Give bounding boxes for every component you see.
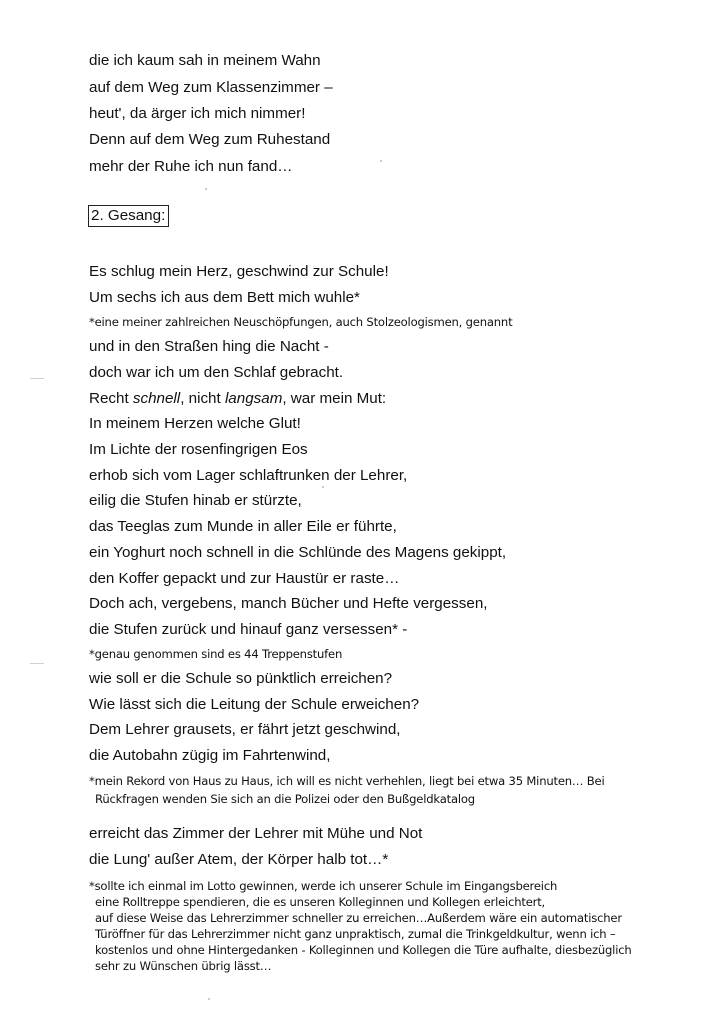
footnote: kostenlos und ohne Hintergedanken - Kolleginnen und Kollegen die Türe aufhalte, diesbezüglich: [95, 943, 632, 957]
scan-mark: [30, 378, 44, 379]
verse-line: mehr der Ruhe ich nun fand…: [89, 158, 293, 175]
scan-dot: [208, 998, 210, 1000]
verse-line: und in den Straßen hing die Nacht -: [89, 338, 329, 355]
verse-line: die Lung' außer Atem, der Körper halb tot…*: [89, 851, 389, 868]
footnote: Rückfragen wenden Sie sich an die Polizei oder den Bußgeldkatalog: [95, 792, 475, 806]
verse-line: Wie lässt sich die Leitung der Schule erweichen?: [89, 696, 420, 713]
section-heading: 2. Gesang:: [88, 205, 169, 227]
verse-line: doch war ich um den Schlaf gebracht.: [89, 364, 344, 381]
verse-line: erreicht das Zimmer der Lehrer mit Mühe und Not: [89, 825, 423, 842]
verse-line: die Stufen zurück und hinauf ganz versessen* -: [89, 621, 408, 638]
verse-text: , war mein Mut:: [282, 390, 387, 407]
emphasis-text: langsam: [224, 390, 283, 407]
verse-line: den Koffer gepackt und zur Haustür er raste…: [89, 570, 400, 587]
verse-line: In meinem Herzen welche Glut!: [89, 415, 301, 432]
footnote: auf diese Weise das Lehrerzimmer schneller zu erreichen…Außerdem wäre ein automatischer: [95, 911, 622, 925]
scan-mark: [30, 663, 44, 664]
footnote: Türöffner für das Lehrerzimmer nicht ganz unpraktisch, zumal die Trinkgeldkultur, wenn ich –: [95, 927, 616, 941]
verse-line: Doch ach, vergebens, manch Bücher und Hefte vergessen,: [89, 595, 488, 612]
verse-line: das Teeglas zum Munde in aller Eile er führte,: [89, 518, 397, 535]
verse-line: heut', da ärger ich mich nimmer!: [89, 105, 306, 122]
verse-line: die Autobahn zügig im Fahrtenwind,: [89, 747, 331, 764]
scan-dot: [205, 188, 207, 190]
verse-line: Es schlug mein Herz, geschwind zur Schule!: [89, 263, 389, 280]
verse-line: erhob sich vom Lager schlaftrunken der Lehrer,: [89, 467, 408, 484]
footnote: *genau genommen sind es 44 Treppenstufen: [89, 647, 343, 661]
verse-line: Denn auf dem Weg zum Ruhestand: [89, 131, 331, 148]
footnote: eine Rolltreppe spendieren, die es unseren Kolleginnen und Kollegen erleichtert,: [95, 895, 546, 909]
scan-dot: [380, 160, 382, 162]
footnote: sehr zu Wünschen übrig lässt…: [95, 959, 272, 973]
verse-line: auf dem Weg zum Klassenzimmer –: [89, 79, 333, 96]
verse-line: wie soll er die Schule so pünktlich erreichen?: [89, 670, 393, 687]
emphasis-text: schnell: [132, 390, 181, 407]
verse-text: , nicht: [180, 390, 225, 407]
verse-line: Um sechs ich aus dem Bett mich wuhle*: [89, 289, 360, 306]
verse-line: ein Yoghurt noch schnell in die Schlünde des Magens gekippt,: [89, 544, 507, 561]
verse-line: Dem Lehrer grausets, er fährt jetzt geschwind,: [89, 721, 401, 738]
verse-line: Im Lichte der rosenfingrigen Eos: [89, 441, 308, 458]
verse-text: Recht: [89, 390, 133, 407]
verse-line: die ich kaum sah in meinem Wahn: [89, 52, 321, 69]
verse-line: [89, 389, 386, 409]
footnote: *eine meiner zahlreichen Neuschöpfungen, auch Stolzeologismen, genannt: [89, 315, 513, 329]
footnote: *sollte ich einmal im Lotto gewinnen, werde ich unserer Schule im Eingangsbereich: [89, 879, 558, 893]
verse-line: eilig die Stufen hinab er stürzte,: [89, 492, 302, 509]
footnote: *mein Rekord von Haus zu Haus, ich will es nicht verhehlen, liegt bei etwa 35 Minuten… Bei: [89, 774, 605, 788]
scan-dot: [322, 486, 324, 488]
